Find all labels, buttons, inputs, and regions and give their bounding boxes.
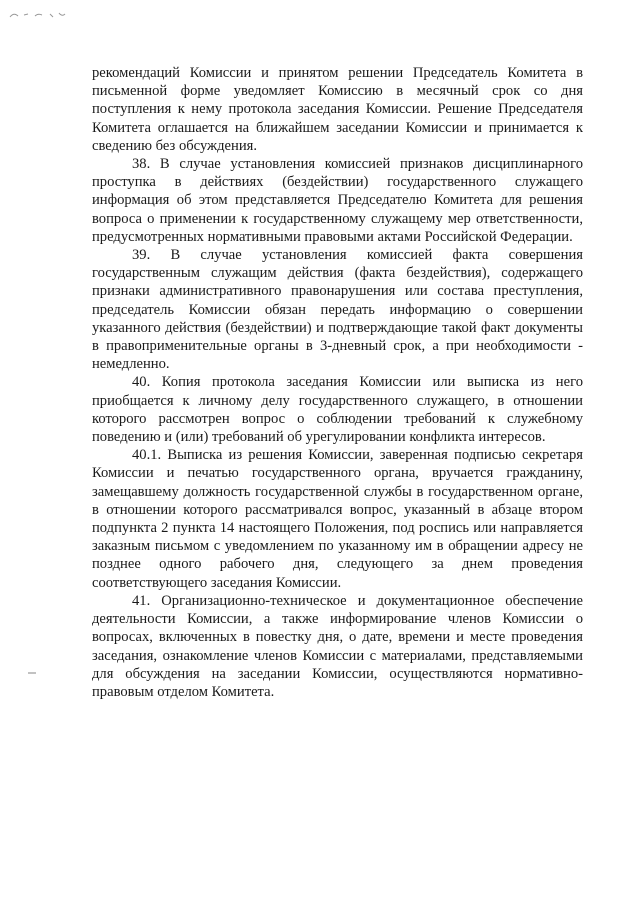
scan-artifact-mark <box>8 8 68 22</box>
paragraph-40: 40. Копия протокола заседания Комиссии или выписка из него приобщается к личному делу государственного служащего, в отношении которого рассмотрен вопрос о соблюдении требований к служебному поведению и (или) требований об урегулировании конфликта интересов. <box>92 374 583 446</box>
paragraph-41: 41. Организационно-техническое и документационное обеспечение деятельности Комиссии, а также информирование членов Комиссии о вопросах, включенных в повестку дня, о дате, времени и месте проведения заседания, ознакомление членов Комиссии с материалами, представляемыми для обсуждения на заседании Комиссии, осуществляются нормативно-правовым отделом Комитета. <box>92 592 583 700</box>
document-body <box>92 64 583 701</box>
paragraph-40-1: 40.1. Выписка из решения Комиссии, заверенная подписью секретаря Комиссии и печатью государственного органа, вручается гражданину, замещавшему должность государственной службы в государственном органе, в отношении которого рассматривался вопрос, указанный в абзаце втором подпункта 2 пункта 14 настоящего Положения, под роспись или направляется заказным письмом с уведомлением по указанному им в обращении адресу не позднее одного рабочего дня, следующего за днем проведения соответствующего заседания Комиссии. <box>92 447 583 591</box>
paragraph-38: 38. В случае установления комиссией признаков дисциплинарного проступка в действиях (бездействии) государственного служащего информация об этом представляется Председателю Комитета для решения вопроса о применении к государственному служащему мер ответственности, предусмотренных нормативными правовыми актами Российской Федерации. <box>92 156 583 245</box>
scan-edge-mark <box>28 672 36 674</box>
paragraph-continuation: рекомендаций Комиссии и принятом решении Председатель Комитета в письменной форме уведомляет Комиссию в месячный срок со дня поступления к нему протокола заседания Комиссии. Решение Председателя Комитета оглашается на ближайшем заседании Комиссии и принимается к сведению без обсуждения. <box>92 65 583 154</box>
paragraph-39: 39. В случае установления комиссией факта совершения государственным служащим действия (факта бездействия), содержащего признаки административного правонарушения или состава преступления, председатель Комиссии обязан передать информацию о совершении указанного действия (бездействии) и подтверждающие такой факт документы в правоприменительные органы в 3-дневный срок, а при необходимости - немедленно. <box>92 247 583 373</box>
